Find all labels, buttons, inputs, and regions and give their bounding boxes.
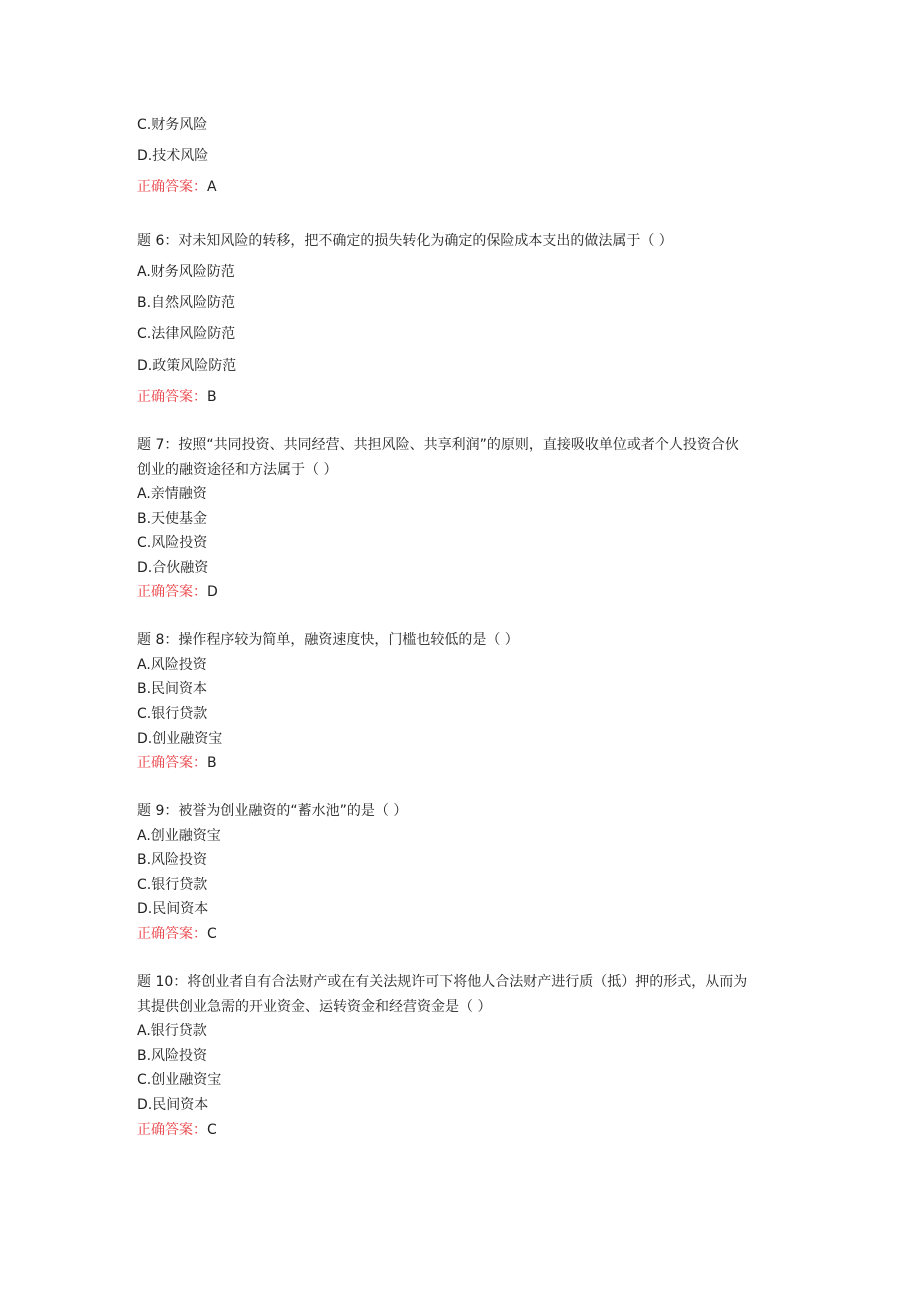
q10-stem-line2: 其提供创业急需的开业资金、运转资金和经营资金是（ ） [137,999,492,1015]
q8-option-c: C.银行贷款 [137,706,208,722]
q9-option-a: A.创业融资宝 [137,828,221,844]
q6-option-a: A.财务风险防范 [137,264,235,280]
q7-stem-line1: 题 7：按照“共同投资、共同经营、共担风险、共享利润”的原则，直接吸收单位或者个人投资合伙 [137,437,739,453]
q7-answer [137,582,218,602]
answer-label: 正确答案： [137,1122,207,1138]
q9-option-b: B.风险投资 [137,852,208,868]
answer-label: 正确答案： [137,389,207,405]
q10-option-d: D.民间资本 [137,1097,209,1113]
answer-value: A [207,179,217,195]
q5-option-d: D.技术风险 [137,148,209,164]
q7-option-a: A.亲情融资 [137,486,207,502]
q6-stem: 题 6：对未知风险的转移，把不确定的损失转化为确定的保险成本支出的做法属于（ ） [137,233,673,249]
q8-option-b: B.民间资本 [137,681,208,697]
q5-option-c: C.财务风险 [137,117,208,133]
answer-label: 正确答案： [137,179,207,195]
q8-option-d: D.创业融资宝 [137,731,223,747]
q9-stem: 题 9：被誉为创业融资的“蓄水池”的是（ ） [137,803,408,819]
q6-option-c: C.法律风险防范 [137,326,236,342]
q6-option-b: B.自然风险防范 [137,295,236,311]
answer-value: C [207,1122,217,1138]
q7-option-d: D.合伙融资 [137,560,209,576]
answer-label: 正确答案： [137,584,207,600]
q8-stem: 题 8：操作程序较为简单，融资速度快，门槛也较低的是（ ） [137,632,519,648]
q7-option-b: B.天使基金 [137,511,208,527]
q9-answer [137,924,217,944]
q6-answer [137,387,217,407]
q10-option-b: B.风险投资 [137,1048,208,1064]
q6-option-d: D.政策风险防范 [137,358,237,374]
q10-option-a: A.银行贷款 [137,1023,207,1039]
q10-option-c: C.创业融资宝 [137,1072,222,1088]
q7-stem-line2: 创业的融资途径和方法属于（ ） [137,462,338,478]
answer-label: 正确答案： [137,755,207,771]
answer-value: C [207,926,217,942]
q8-answer [137,753,217,773]
q7-option-c: C.风险投资 [137,535,208,551]
answer-value: B [207,755,217,771]
answer-label: 正确答案： [137,926,207,942]
answer-value: B [207,389,217,405]
q9-option-c: C.银行贷款 [137,877,208,893]
q5-answer [137,177,217,197]
q10-answer [137,1120,217,1140]
q8-option-a: A.风险投资 [137,657,207,673]
q9-option-d: D.民间资本 [137,901,209,917]
q10-stem-line1: 题 10：将创业者自有合法财产或在有关法规许可下将他人合法财产进行质（抵）押的形式，从而为 [137,974,748,990]
answer-value: D [207,584,218,600]
